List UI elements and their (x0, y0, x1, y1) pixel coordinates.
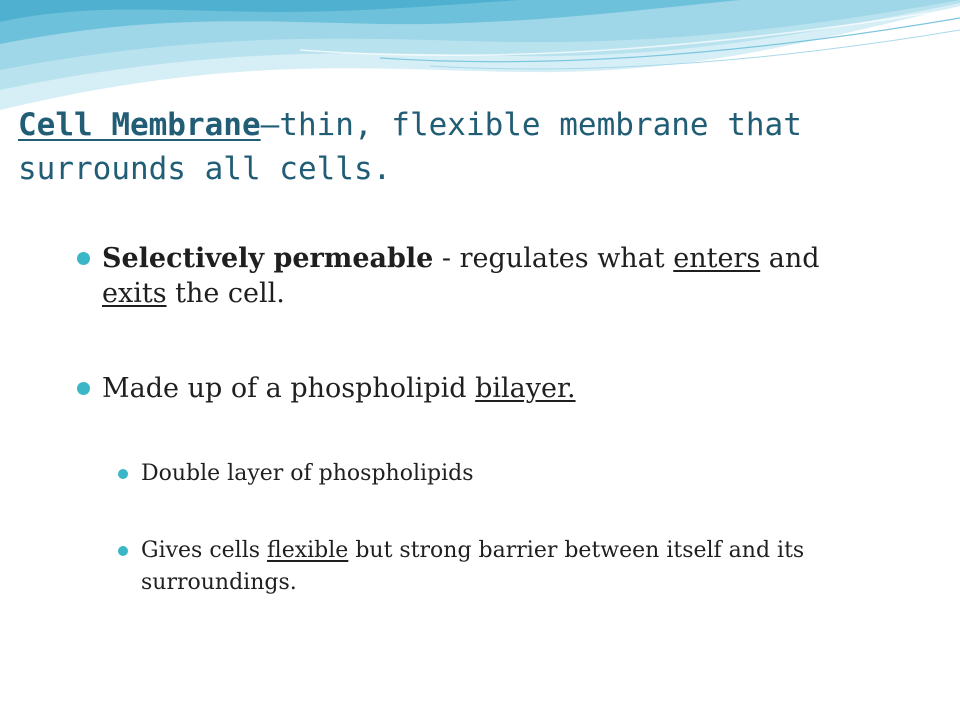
title-definition: —thin, flexible membrane that surrounds all cells. (18, 107, 802, 187)
bullet-dot-icon (118, 469, 128, 479)
bullet-dot-icon (77, 252, 90, 265)
sub-bullet-flexible-barrier (118, 535, 863, 599)
sub-bullet-text (141, 535, 863, 599)
title-term: Cell Membrane (18, 107, 261, 143)
bullet-text-part: and (760, 243, 820, 274)
bullet-text-part: the cell. (166, 278, 285, 309)
underlined-word-enters: enters (673, 243, 761, 274)
underlined-word-flexible: flexible (267, 538, 349, 563)
sub-bullet-text: Double layer of phospholipids (141, 461, 474, 486)
sub-bullet-double-layer (118, 458, 878, 490)
bullet-bold-phrase: Selectively permeable (102, 243, 434, 274)
bullet-text (102, 241, 877, 311)
header-wave-decoration (0, 0, 960, 120)
bullet-dot-icon (118, 546, 128, 556)
bullet-text-part: Made up of a phospholipid (102, 373, 476, 404)
bullet-text-part: but strong barrier between itself and its surroundings. (141, 538, 805, 595)
bullet-phospholipid-bilayer (77, 371, 877, 406)
bullet-text-part: - regulates what (433, 243, 674, 274)
bullet-text (102, 371, 576, 406)
bullet-dot-icon (77, 382, 90, 395)
bullet-selectively-permeable (77, 241, 877, 311)
bullet-text-part: Gives cells (141, 538, 268, 563)
underlined-word-exits: exits (102, 278, 167, 309)
underlined-word-bilayer: bilayer. (475, 373, 576, 404)
slide-title (18, 103, 938, 191)
